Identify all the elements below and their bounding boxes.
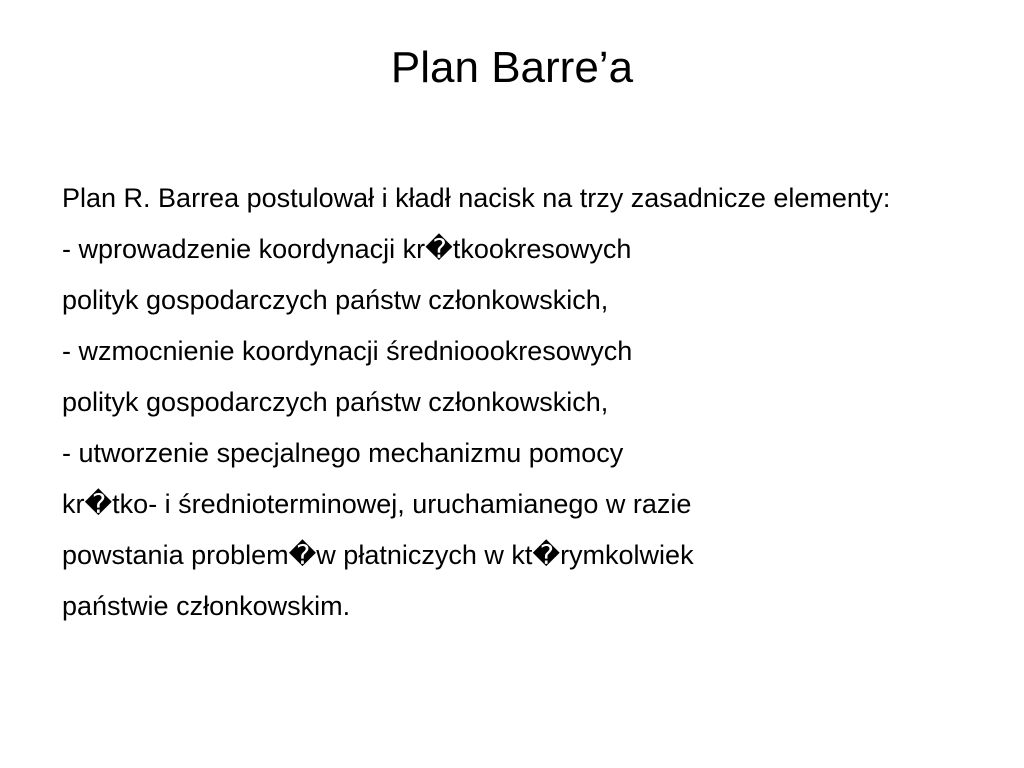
- body-paragraph: kr�tko- i średnioterminowej, uruchamianego w razie: [62, 489, 692, 519]
- body-paragraph: - wzmocnienie koordynacji średnioookresowych: [62, 336, 633, 366]
- body-paragraph: Plan R. Barrea postulował i kładł nacisk na trzy zasadnicze elementy:: [62, 183, 891, 213]
- slide-title: Plan Barre’a: [390, 43, 634, 92]
- body-paragraph: powstania problem�w płatniczych w kt�rymkolwiek: [62, 540, 694, 570]
- slide-body: [62, 180, 962, 624]
- body-paragraph: - utworzenie specjalnego mechanizmu pomocy: [62, 438, 624, 468]
- body-paragraph: polityk gospodarczych państw członkowskich,: [62, 387, 609, 417]
- body-paragraph: państwie członkowskim.: [62, 591, 351, 621]
- body-paragraph: - wprowadzenie koordynacji kr�tkookresowych: [62, 234, 632, 264]
- body-paragraph: polityk gospodarczych państw członkowskich,: [62, 285, 609, 315]
